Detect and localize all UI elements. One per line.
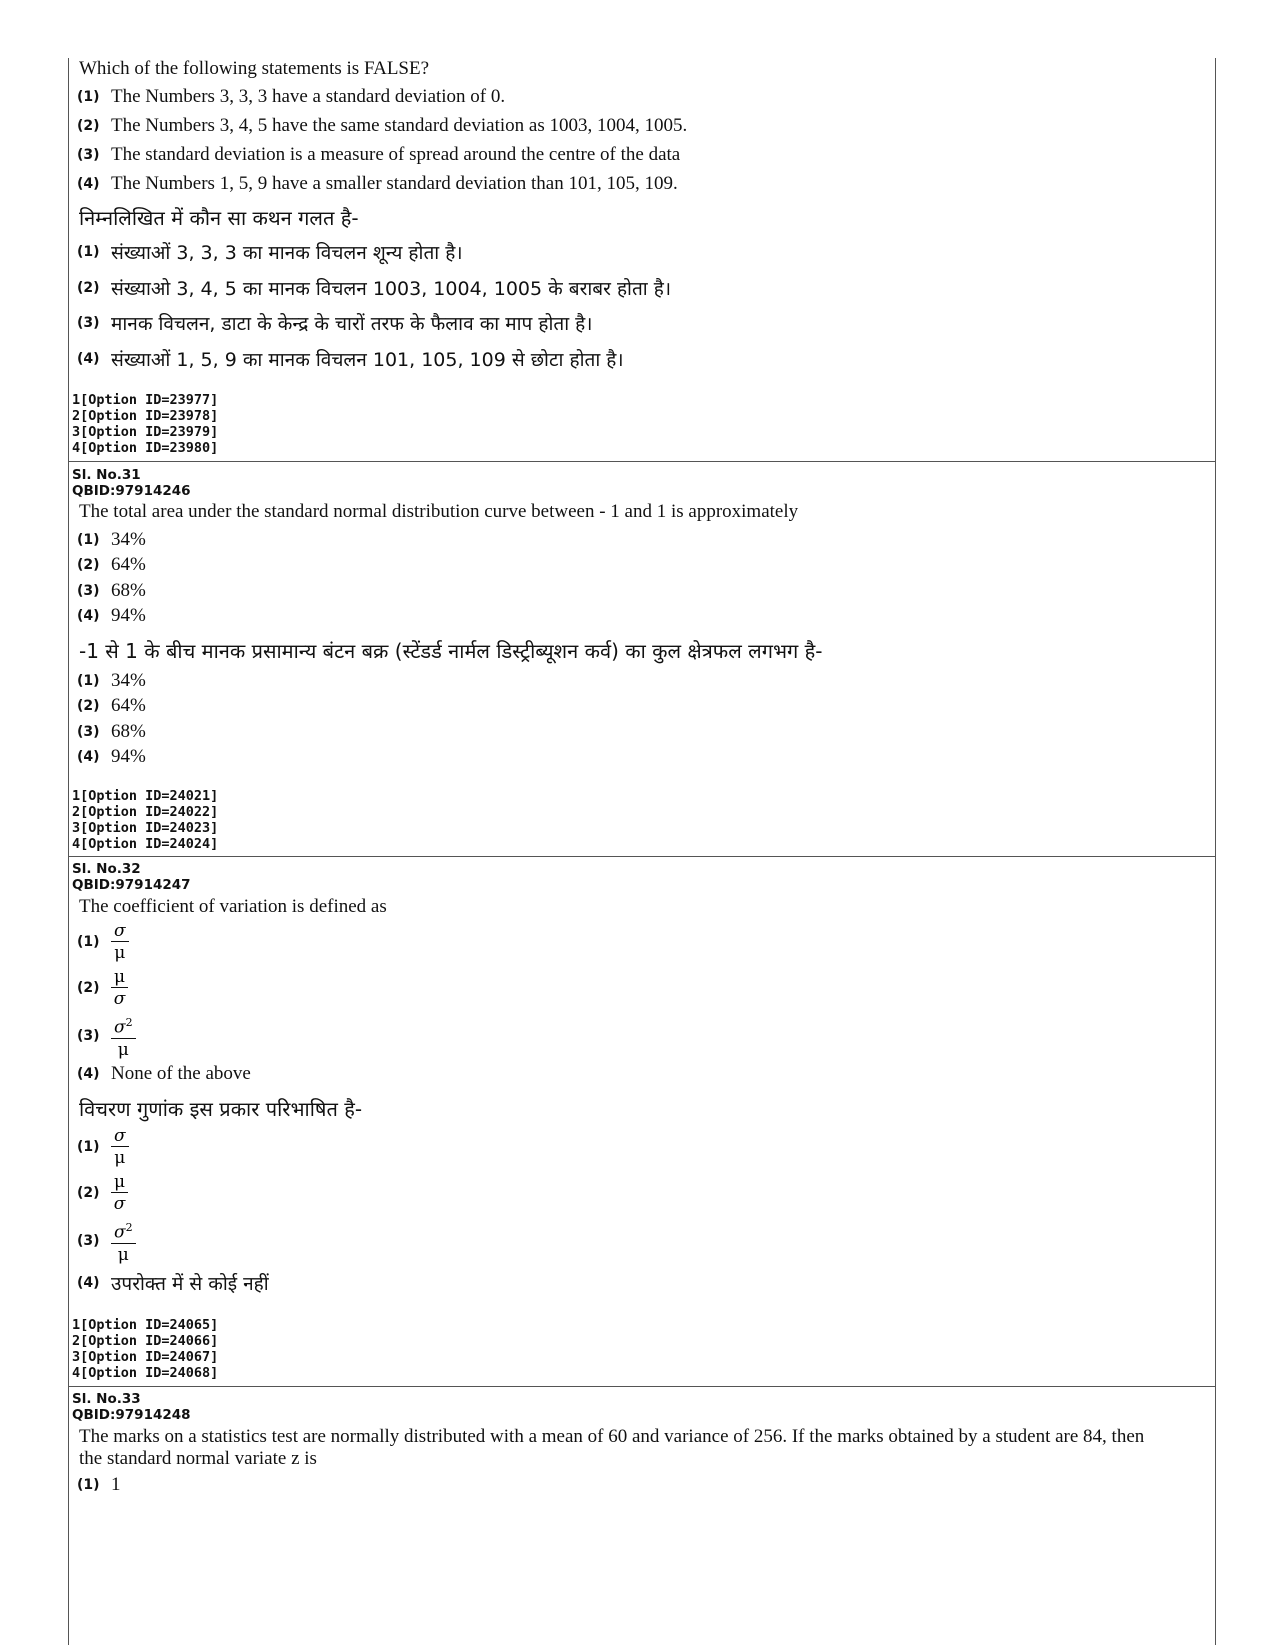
q32-option-3-hi[interactable] xyxy=(77,1219,136,1264)
option-number: (2) xyxy=(77,1185,100,1201)
serial-number: Sl. No.33 xyxy=(72,1391,141,1407)
q32-option-2-en[interactable] xyxy=(77,968,128,1008)
q31-option-2-hi[interactable]: (2) 64% xyxy=(77,695,146,716)
option-number: (4) xyxy=(77,749,100,765)
q32-header xyxy=(72,861,191,893)
option-number: (2) xyxy=(77,698,100,714)
q30-option-2-en[interactable]: (2) The Numbers 3, 4, 5 have the same standard deviation as 1003, 1004, 1005. xyxy=(77,115,688,136)
option-number: (4) xyxy=(77,176,100,192)
option-number: (1) xyxy=(77,1139,100,1155)
q32-option-4-en[interactable]: (4) None of the above xyxy=(77,1063,251,1084)
q30-stem-en: Which of the following statements is FALSE? xyxy=(79,58,430,79)
option-number: (2) xyxy=(77,280,100,296)
q32-stem-hi: विचरण गुणांक इस प्रकार परिभाषित है- xyxy=(79,1097,363,1121)
fraction-mu-over-sigma: $\frac{\mu}{\sigma}$ xyxy=(111,968,128,1008)
q31-option-ids: 1[Option ID=24021] 2[Option ID=24022] 3[Option ID=24023] 4[Option ID=24024] xyxy=(72,788,219,852)
q31-stem-en: The total area under the standard normal distribution curve between - 1 and 1 is approximately xyxy=(79,501,799,522)
qbid: QBID:97914246 xyxy=(72,483,191,499)
option-number: (3) xyxy=(77,147,100,163)
serial-number: Sl. No.32 xyxy=(72,861,141,877)
option-number: (3) xyxy=(77,724,100,740)
serial-number: Sl. No.31 xyxy=(72,467,141,483)
q32-option-3-en[interactable] xyxy=(77,1014,136,1059)
q32-option-4-hi[interactable]: (4) उपरोक्त में से कोई नहीं xyxy=(77,1273,269,1295)
option-number: (4) xyxy=(77,351,100,367)
q31-option-4-hi[interactable]: (4) 94% xyxy=(77,746,146,767)
option-number: (1) xyxy=(77,673,100,689)
qbid: QBID:97914247 xyxy=(72,877,191,893)
q31-stem-hi: -1 से 1 के बीच मानक प्रसामान्य बंटन बक्र (स्टेंडर्ड नार्मल डिस्ट्रीब्यूशन कर्व) का कुल क्षेत्रफल लगभग है- xyxy=(79,639,823,663)
q33-option-1-en[interactable]: (1) 1 xyxy=(77,1474,121,1495)
option-number: (3) xyxy=(77,1233,100,1250)
option-number: (2) xyxy=(77,118,100,134)
question-divider xyxy=(69,856,1215,857)
q30-option-4-hi[interactable]: (4) संख्याओं 1, 5, 9 का मानक विचलन 101, 105, 109 से छोटा होता है। xyxy=(77,349,624,371)
q30-option-2-hi[interactable]: (2) संख्याओ 3, 4, 5 का मानक विचलन 1003, 1004, 1005 के बराबर होता है। xyxy=(77,278,672,300)
q32-option-ids: 1[Option ID=24065] 2[Option ID=24066] 3[Option ID=24067] 4[Option ID=24068] xyxy=(72,1317,219,1381)
q30-option-3-en[interactable]: (3) The standard deviation is a measure of spread around the centre of the data xyxy=(77,144,681,165)
q31-option-3-hi[interactable]: (3) 68% xyxy=(77,721,146,742)
fraction-sigma-over-mu: $\frac{\sigma}{\mu}$ xyxy=(111,922,129,962)
q31-option-1-en[interactable]: (1) 34% xyxy=(77,529,146,550)
q31-option-3-en[interactable]: (3) 68% xyxy=(77,580,146,601)
option-number: (2) xyxy=(77,980,100,996)
option-number: (1) xyxy=(77,934,100,950)
question-divider xyxy=(69,461,1215,462)
q32-stem-en: The coefficient of variation is defined as xyxy=(79,896,387,917)
q32-option-2-hi[interactable] xyxy=(77,1173,128,1213)
fraction-mu-over-sigma: $\frac{\mu}{\sigma}$ xyxy=(111,1173,128,1213)
q32-option-1-hi[interactable] xyxy=(77,1127,129,1167)
question-paper-page xyxy=(68,58,1216,1645)
option-number: (1) xyxy=(77,1477,100,1493)
q30-option-3-hi[interactable]: (3) मानक विचलन, डाटा के केन्द्र के चारों तरफ के फैलाव का माप होता है। xyxy=(77,313,593,335)
q30-stem-hi: निम्नलिखित में कौन सा कथन गलत है- xyxy=(79,206,359,230)
option-number: (2) xyxy=(77,557,100,573)
option-number: (3) xyxy=(77,1028,100,1045)
fraction-sigma-squared-over-mu: $\frac{\sigma^2}{\mu}$ xyxy=(111,1014,136,1059)
q30-option-1-en[interactable]: (1) The Numbers 3, 3, 3 have a standard deviation of 0. xyxy=(77,86,506,107)
q30-option-4-en[interactable]: (4) The Numbers 1, 5, 9 have a smaller standard deviation than 101, 105, 109. xyxy=(77,173,678,194)
option-number: (3) xyxy=(77,315,100,331)
option-number: (1) xyxy=(77,244,100,260)
option-number: (4) xyxy=(77,1066,100,1082)
q33-stem-en: The marks on a statistics test are normally distributed with a mean of 60 and variance of 256. If the marks obtained by a student are 84, then the standard normal variate z is xyxy=(79,1426,1145,1469)
question-divider xyxy=(69,1386,1215,1387)
q31-option-1-hi[interactable]: (1) 34% xyxy=(77,670,146,691)
q30-option-1-hi[interactable]: (1) संख्याओं 3, 3, 3 का मानक विचलन शून्य होता है। xyxy=(77,242,463,264)
q32-option-1-en[interactable] xyxy=(77,922,129,962)
option-number: (4) xyxy=(77,1275,100,1291)
q31-header xyxy=(72,467,191,499)
q33-header xyxy=(72,1391,191,1423)
q31-option-2-en[interactable]: (2) 64% xyxy=(77,554,146,575)
option-number: (3) xyxy=(77,583,100,599)
qbid: QBID:97914248 xyxy=(72,1407,191,1423)
fraction-sigma-squared-over-mu: $\frac{\sigma^2}{\mu}$ xyxy=(111,1219,136,1264)
q30-option-ids: 1[Option ID=23977] 2[Option ID=23978] 3[Option ID=23979] 4[Option ID=23980] xyxy=(72,392,219,456)
option-number: (1) xyxy=(77,532,100,548)
fraction-sigma-over-mu: $\frac{\sigma}{\mu}$ xyxy=(111,1127,129,1167)
option-number: (1) xyxy=(77,89,100,105)
q31-option-4-en[interactable]: (4) 94% xyxy=(77,605,146,626)
option-number: (4) xyxy=(77,608,100,624)
